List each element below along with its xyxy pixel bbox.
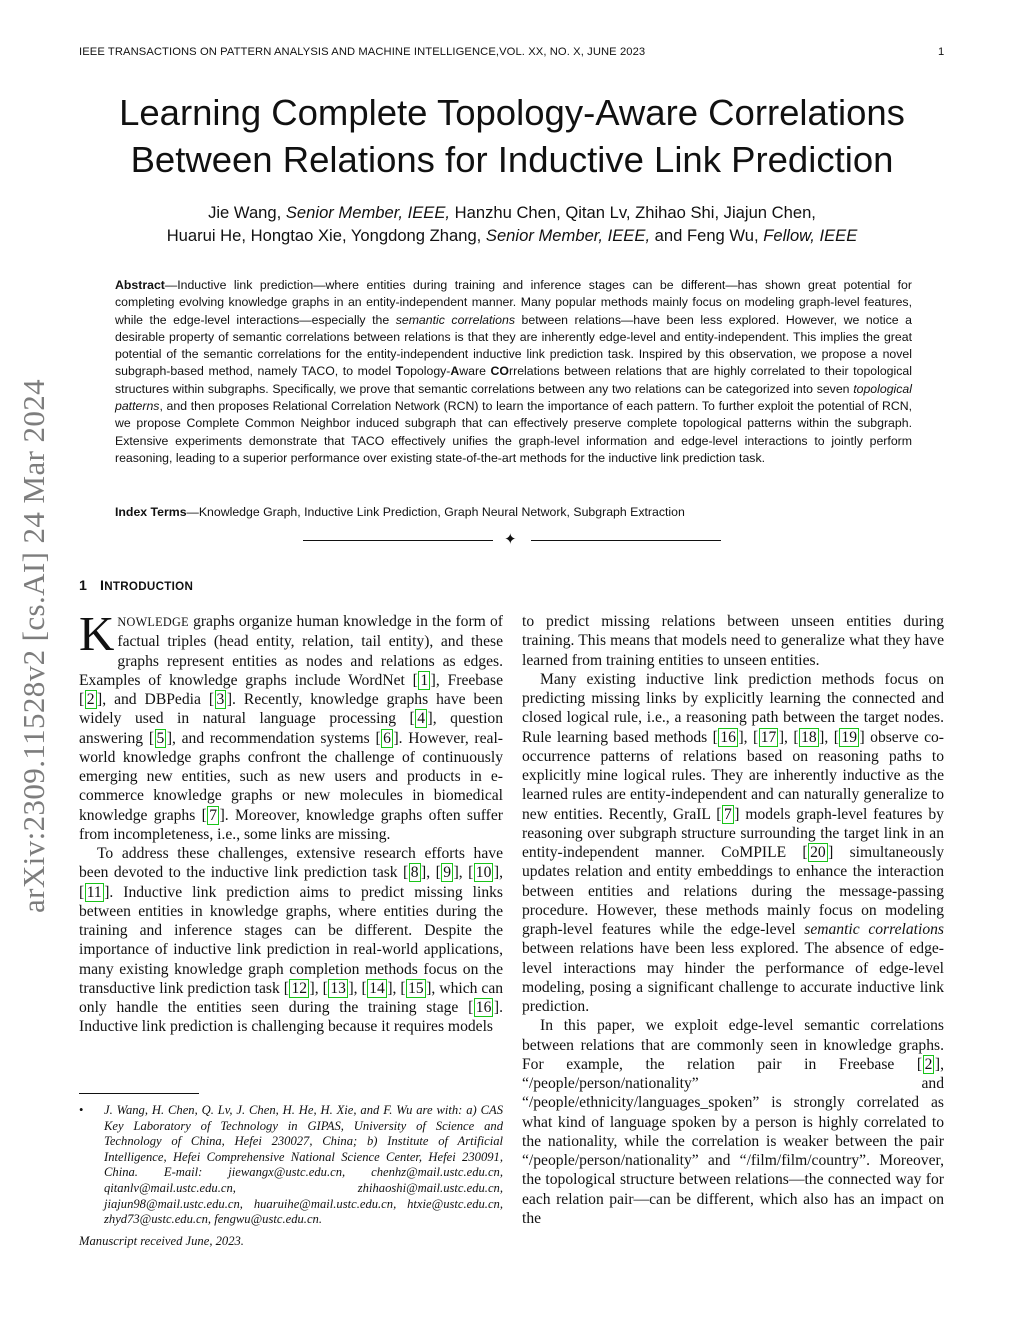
right-paragraph-2: In this paper, we exploit edge-level semantic correlations between relations that are commonly seen in knowledge graphs. For example, the relation pair in Freebase [ 2 ], “/people/person/nationality” and “/people/ethnicity/languages_spoken” is strongly correlated as what kind of language spoken by a person is highly correlated to the nationality, while the correlation is weaker between the pair “/people/person/nationality” and “/film/film/country”. Moreover, the topological structure between relations—the connected way for each relation pair—can be different, which also has an impact on the — [522, 1017, 944, 1227]
left-text: , and DBPedia — [102, 691, 209, 708]
author-membership-2: Senior Member, IEEE, — [485, 226, 651, 245]
left-text: . Recently, knowledge graphs have been widely used in natural language processing — [79, 691, 503, 728]
separator-rule-left — [303, 540, 493, 541]
citation-link[interactable]: 3 — [216, 691, 225, 708]
abstract-bold-a: A — [450, 364, 460, 379]
citation-link[interactable]: 5 — [156, 729, 165, 747]
left-text: , — [499, 864, 503, 882]
citation-link[interactable]: 20 — [810, 844, 826, 861]
left-text: , — [314, 979, 323, 997]
citation-link[interactable]: 7 — [209, 806, 218, 824]
left-text: , and recommendation systems — [172, 729, 376, 747]
right-text: , — [743, 728, 754, 746]
author-names-2b: and Feng Wu, — [650, 226, 764, 245]
page-number: 1 — [938, 46, 945, 58]
right-emphasis: semantic correlations — [804, 921, 944, 938]
small-caps-lead: NOWLEDGE — [117, 615, 189, 629]
citation-link[interactable]: 8 — [410, 864, 419, 882]
author-line-1 — [60, 203, 964, 223]
footnote — [79, 1103, 503, 1228]
right-text: , “/people/person/nationality” and “/people/ethnicity/languages_spoken” is strongly correlated as what kind of language spoken by a person is highly correlated to the nationality, while the correlation is weaker between the pair “/people/person/nationality” and “/film/film/country”. Moreover, the topological structure between relations—the connected way for each relation pair—can be different, which also has an impact on the — [522, 1055, 944, 1227]
left-text: , — [392, 979, 401, 997]
abstract-text-6: , and then proposes Relational Correlation Network (RCN) to learn the importance of each pattern. To further exploit the potential of RCN, we propose Complete Common Neighbor induced subgraph that can effectively preserve complete topological patterns within the subgraph. Extensive experiments demonstrate that TACO effectively unifies the graph-level information and edge-level interactions to jointly perform reasoning, leading to a superior performance over existing state-of-the-art methods for the inductive link prediction task. — [115, 399, 912, 465]
left-paragraph-2: To address these challenges, extensive research efforts have been devoted to the inductive link prediction task [ 8 ], [ 9 ], [ 10 ], [ 11 ]. Inductive link prediction aims to predict missing links between entities in knowledge graphs, where entities during the training and inference stages can be different. Despite the importance of inductive link prediction in real-world applications, many existing knowledge graph completion methods focus on the transductive link prediction task [ 12 ], [ 13 ], [ 14 ], [ 15 ], which can only handle the entities seen during the training stage [ 16 ]. Inductive link prediction is challenging because it requires models — [79, 845, 504, 1036]
footnote-rule — [79, 1093, 199, 1094]
section-title-initial: I — [99, 578, 105, 594]
left-text: , — [458, 864, 469, 882]
separator-diamond-icon: ✦ — [504, 531, 517, 548]
left-text: . However, real-world knowledge graphs confront the challenge of continuously emerging new entities, such as new users and products in e-commerce knowledge graphs or new molecules in biomedical knowledge graphs — [79, 729, 503, 824]
index-terms — [115, 504, 912, 521]
right-text: observe co-occurrence patterns of relations based on reasoning paths to explicitly mine logical rules. They are inherently inductive as the learned rules are entity-independent and can naturally generalize to new entities. Recently, GraIL — [522, 728, 944, 823]
index-terms-text: —Knowledge Graph, Inductive Link Prediction, Graph Neural Network, Subgraph Extraction — [186, 505, 685, 519]
citation-link[interactable]: 11 — [86, 883, 102, 901]
right-column — [522, 612, 944, 1228]
abstract-emphasis-2: topological patterns — [115, 381, 912, 414]
left-text: , question answering — [79, 710, 503, 747]
right-text: between relations have been less explored. The absence of edge-level interactions may hinder the performance of edge-level modeling, posing a significant challenge to accurate inductive link prediction. — [522, 940, 944, 1015]
right-text: simultaneously updates relation and entity embeddings to enhance the interaction between entities and relations during the message-passing procedure. However, these methods mainly focus on modeling graph-level features while the edge-level — [522, 844, 945, 938]
abstract-bold-t: T — [395, 364, 404, 379]
abstract-text-3: opology- — [403, 364, 451, 379]
abstract — [115, 277, 912, 467]
left-paragraph-1: KNOWLEDGE graphs organize human knowledge in the form of factual triples (head entity, relation, tail entity), and these graphs represent entities as nodes and relations as edges. Examples of knowledge graphs include WordNet [ 1 ], Freebase [ 2 ], and DBPedia [ 3 ]. Recently, knowledge graphs have been widely used in natural language processing [ 4 ], question answering [ 5 ], and recommendation systems [ 6 ]. However, real-world knowledge graphs confront the challenge of continuously emerging new entities, such as new users and products in e-commerce knowledge graphs or new molecules in biomedical knowledge graphs [ 7 ]. Moreover, knowledge graphs often suffer from incompleteness, i.e., some links are missing. — [79, 606, 503, 843]
left-text: , — [353, 979, 362, 997]
section-heading — [79, 578, 193, 594]
left-column — [79, 606, 504, 1037]
author-line-2 — [60, 226, 964, 246]
right-text: , — [784, 728, 794, 746]
title-line-1: Learning Complete Topology-Aware Correlations — [119, 92, 905, 133]
abstract-bold-co: CO — [490, 364, 509, 379]
abstract-emphasis-1: semantic correlations — [395, 312, 515, 327]
abstract-label: Abstract — [115, 278, 165, 292]
citation-link[interactable]: 2 — [924, 1055, 933, 1073]
citation-link[interactable]: 6 — [383, 729, 391, 747]
section-number: 1 — [79, 578, 88, 594]
author-membership-1: Senior Member, IEEE, — [285, 203, 451, 222]
left-text: graphs organize human knowledge in the form of factual triples (head entity, relation, tail entity), and these graphs represent entities as nodes and relations as edges. Examples of knowledge graphs include WordNet — [79, 613, 503, 689]
citation-link[interactable]: 16 — [475, 999, 492, 1016]
paper-title — [60, 89, 964, 183]
citation-link[interactable]: 1 — [420, 671, 429, 689]
running-head: IEEE TRANSACTIONS ON PATTERN ANALYSIS AND MACHINE INTELLIGENCE,VOL. XX, NO. X, JUNE 2023 — [79, 46, 646, 58]
author-fellow: Fellow, IEEE — [763, 226, 858, 245]
footnote-text: J. Wang, H. Chen, Q. Lv, J. Chen, H. He, H. Xie, and F. Wu are with: a) CAS Key Laboratory of Technology in GIPAS, University of Science and Technology of China, Hefei 230027, China; b) Institute of Artificial Intelligence, Hefei Comprehensive National Science Center, Hefei 230091, China. E-mail: jiewangx@ustc.edu.cn, chenhz@mail.ustc.edu.cn, qitanlv@mail.ustc.edu.cn, zhihaoshi@mail.ustc.edu.cn, jiajun98@mail.ustc.edu.cn, huaruihe@mail.ustc.edu.cn, htxie@ustc.edu.cn, zhyd73@ustc.edu.cn, fengwu@ustc.edu.cn. — [104, 1103, 503, 1227]
right-text: In this paper, we exploit edge-level semantic correlations between relations that are commonly seen in knowledge graphs. For example, the relation pair in Freebase — [522, 1017, 944, 1073]
citation-link[interactable]: 10 — [475, 864, 492, 882]
left-text: . Moreover, knowledge graphs often suffer from incompleteness, i.e., some links are missing. — [79, 806, 503, 843]
left-text: To address these challenges, extensive research efforts have been devoted to the inductive link prediction task — [79, 845, 503, 882]
citation-link[interactable]: 15 — [408, 979, 424, 997]
citation-link[interactable]: 7 — [723, 805, 732, 823]
manuscript-note: Manuscript received June, 2023. — [79, 1234, 244, 1248]
footnote-bullet: • — [79, 1103, 84, 1117]
drop-cap: K — [79, 606, 115, 661]
index-terms-label: Index Terms — [115, 505, 187, 519]
left-text: . Inductive link prediction aims to predict missing links between entities in knowledge graphs, where entities during the training and inference stages can be different. Despite the importance of inductive link prediction in real-world applications, many existing knowledge graph completion methods focus on the transductive link prediction task — [79, 883, 503, 997]
title-line-2: Between Relations for Inductive Link Prediction — [130, 139, 894, 180]
citation-link[interactable]: 12 — [291, 979, 308, 997]
citation-link[interactable]: 16 — [720, 728, 736, 746]
citation-link[interactable]: 4 — [417, 710, 426, 728]
author-names-1a: Jie Wang, — [208, 203, 286, 222]
abstract-text-4: ware — [459, 364, 491, 379]
citation-link[interactable]: 19 — [841, 728, 857, 746]
section-title-rest: NTRODUCTION — [104, 580, 194, 593]
citation-link[interactable]: 13 — [330, 979, 346, 997]
left-text: , — [426, 864, 436, 882]
left-text: , Freebase — [435, 671, 503, 689]
citation-link[interactable]: 14 — [369, 979, 385, 997]
author-names-1b: Hanzhu Chen, Qitan Lv, Zhihao Shi, Jiajun Chen, — [450, 203, 816, 222]
right-text: Many existing inductive link prediction methods focus on predicting missing links by explicitly learning the connected and closed logical rule, i.e., a reasoning path between the target nodes. Rule learning based methods — [522, 670, 944, 746]
abstract-text-5: rrelations between relations that are highly correlated to their topological structures within subgraphs. Specifically, we prove that semantic correlations between any two relations can be categorized into seven — [115, 364, 912, 396]
author-names-2a: Huarui He, Hongtao Xie, Yongdong Zhang, — [166, 226, 486, 245]
right-paragraph-0: to predict missing relations between unseen entities during training. This means that models need to generalize what they have learned from training entities to unseen entities. — [522, 613, 944, 669]
citation-link[interactable]: 2 — [86, 691, 95, 708]
abstract-text-2: between relations—have been less explored. However, we notice a desirable property of semantic correlations between relations is that they are inherently edge-level and entity-independent. This implies the great potential of the semantic correlations for the entity-independent inductive link prediction task. Inspired by this observation, we propose a novel subgraph-based method, namely TACO, to model — [115, 312, 913, 379]
citation-link[interactable]: 9 — [443, 864, 452, 882]
separator-rule-right — [531, 540, 721, 541]
arxiv-stamp: arXiv:2309.11528v2 [cs.AI] 24 Mar 2024 — [16, 378, 51, 913]
left-text: . Inductive link prediction is challenging because it requires models — [79, 999, 503, 1036]
right-text: models graph-level features by reasoning over subgraph structure surrounding the target link in an entity-independent manner. CoMPILE — [522, 805, 944, 861]
right-text: , — [824, 728, 834, 746]
citation-link[interactable]: 17 — [760, 728, 777, 746]
citation-link[interactable]: 18 — [801, 728, 817, 746]
abstract-text-1: —Inductive link prediction—where entities during training and inference stages can be different—has shown great potential for completing evolving knowledge graphs in an entity-independent manner. Many popular methods mainly focus on modeling graph-level features, while the edge-level interactions—especially the — [115, 278, 912, 327]
right-paragraph-1: Many existing inductive link prediction methods focus on predicting missing links by explicitly learning the connected and closed logical rule, i.e., a reasoning path between the target nodes. Rule learning based methods [ 16 ], [ 17 ], [ 18 ], [ 19 ] observe co-occurrence patterns of relations based on reasoning paths to explicitly mine logical rules. They are inherently inductive as the learned rules are entity-independent and can naturally generalize to new entities. Recently, GraIL [ 7 ] models graph-level features by reasoning over subgraph structure surrounding the target link in an entity-independent manner. CoMPILE [ 20 ] simultaneously updates relation and entity embeddings to enhance the interaction between entities and relations during the message-passing procedure. However, these methods mainly focus on modeling graph-level features while the edge-level semantic correlations between relations have been less explored. The absence of edge-level interactions may hinder the performance of edge-level modeling, posing a significant challenge to accurate inductive link prediction. — [522, 670, 945, 1015]
left-text: , which can only handle the entities seen during the training stage — [79, 979, 504, 1016]
